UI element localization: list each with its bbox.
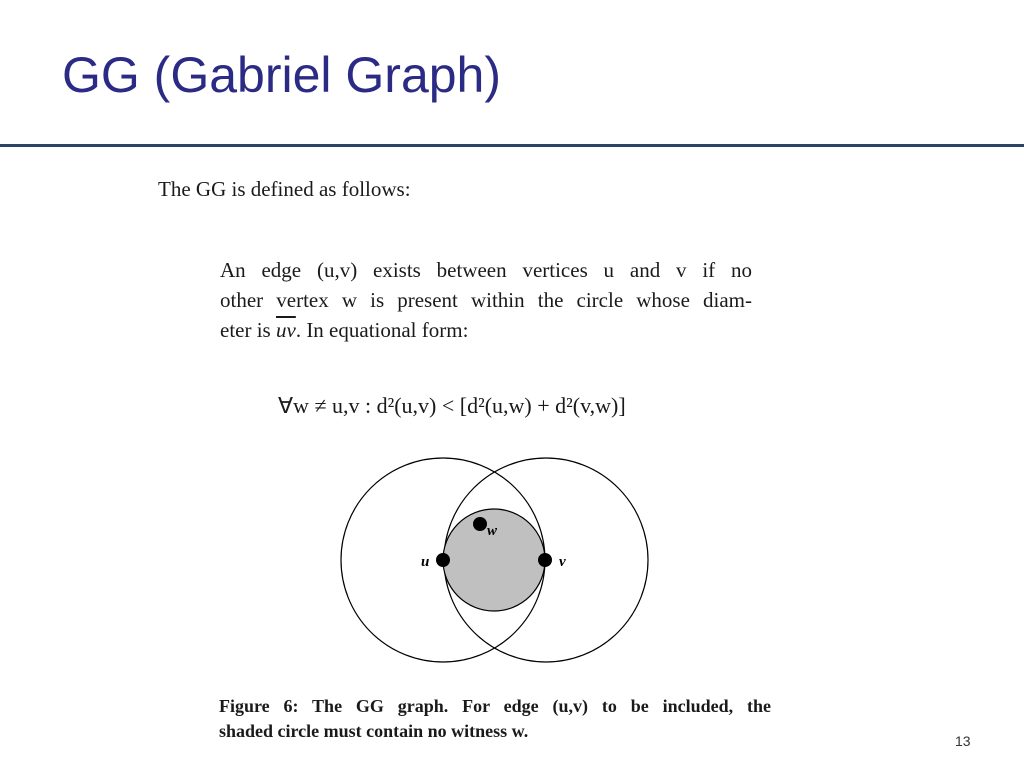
- caption-line-2: shaded circle must contain no witness w.: [219, 721, 529, 741]
- definition-line-3-prefix: eter is: [220, 318, 271, 342]
- vertex-u: [436, 553, 450, 567]
- definition-line-3-suffix: . In equational form:: [295, 318, 469, 342]
- label-w: w: [487, 523, 498, 539]
- definition-line-2: other vertex w is present within the circle whose diam-: [220, 288, 752, 312]
- label-v: v: [559, 554, 566, 570]
- definition-line-3: [220, 315, 752, 345]
- gg-diagram: [330, 452, 660, 668]
- gg-figure: [330, 452, 660, 668]
- label-u: u: [421, 554, 430, 570]
- intro-text: The GG is defined as follows:: [158, 177, 411, 201]
- figure-caption: [219, 694, 771, 744]
- slide-title: GG (Gabriel Graph): [62, 47, 502, 103]
- gg-formula: ∀w ≠ u,v : d²(u,v) < [d²(u,w) + d²(v,w)]: [278, 393, 626, 418]
- definition-line-1: An edge (u,v) exists between vertices u and v if no: [220, 258, 752, 282]
- vertex-w: [473, 517, 487, 531]
- title-divider: [0, 144, 1024, 147]
- caption-line-1: Figure 6: The GG graph. For edge (u,v) to be included, the: [219, 696, 771, 716]
- page-number: 13: [955, 733, 971, 749]
- vertex-v: [538, 553, 552, 567]
- definition-paragraph: [220, 255, 752, 345]
- segment-uv: $\overline{uv}$: [275, 318, 296, 342]
